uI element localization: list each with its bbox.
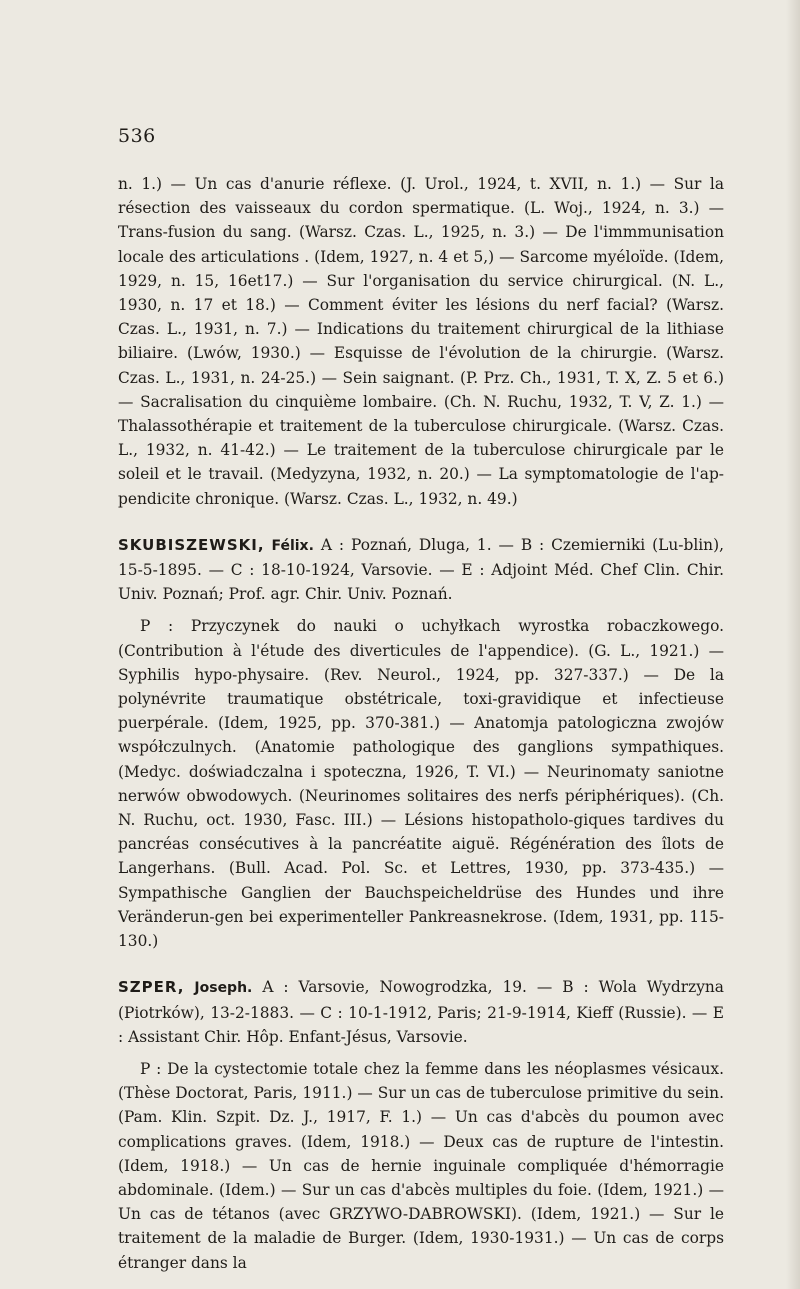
continued-publications: n. 1.) — Un cas d'anurie réflexe. (J. Urol., 1924, t. XVII, n. 1.) — Sur la résection des vaisseaux du cordon spermatique. (L. Woj., 1924, n. 3.) — Trans-fusion du sang. (Warsz. Czas. L., 1925, n. 3.) — De l'immmunisation locale des articulations . (Idem, 1927, n. 4 et 5,) — Sarcome myéloïde. (Idem, 1929, n. 15, 16et17.) — Sur l'organisation du service chirurgical. (N. L., 1930, n. 17 et 18.) — Comment éviter les lésions du nerf facial? (Warsz. Czas. L., 1931, n. 7.) — Indications du traitement chirurgical de la lithiase biliaire. (Lwów, 1930.) — Esquisse de l'évolution de la chirurgie. (Warsz. Czas. L., 1931, n. 24-25.) — Sein saignant. (P. Prz. Ch., 1931, T. X, Z. 5 et 6.) — Sacralisation du cinquième lombaire. (Ch. N. Ruchu, 1932, T. V, Z. 1.) — Thalassothérapie et traitement de la tuberculose chirurgicale. (Warsz. Czas. L., 1932, n. 41-42.) — Le traitement de la tuberculose chirurgicale par le soleil et le travail. (Medyzyna, 1932, n. 20.) — La symptomatologie de l'ap-pendicite chronique. (Warsz. Czas. L., 1932, n. 49.): [118, 175, 724, 508]
biography-entry-szper: [118, 975, 724, 1274]
entry-bio: A : Poznań, Dluga, 1. — B : Czemierniki (Lu-blin), 15-5-1895. — C : 18-10-1924, Varsovie. — E : Adjoint Méd. Chef Clin. Chir. Univ. Poznań; Prof. agr. Chir. Univ. Poznań.: [118, 535, 724, 604]
entry-publications: P : Przyczynek do nauki o uchyłkach wyrostka robaczkowego. (Contribution à l'étude des diverticules de l'appendice). (G. L., 1921.) — Syphilis hypo-physaire. (Rev. Neurol., 1924, pp. 327-337.) — De la polynévrite traumatique obstétricale, toxi-gravidique et infectieuse puerpérale. (Idem, 1925, pp. 370-381.) — Anatomja patologiczna zwojów współczulnych. (Anatomie pathologique des ganglions sympathiques. (Medyc. doświadczalna i spoteczna, 1926, T. VI.) — Neurinomaty saniotne nerwów obwodowych. (Neurinomes solitaires des nerfs périphériques). (Ch. N. Ruchu, oct. 1930, Fasc. III.) — Lésions histopatholo-giques tardives du pancréas consécutives à la pancréatite aiguë. Régénération des îlots de Langerhans. (Bull. Acad. Pol. Sc. et Lettres, 1930, pp. 373-435.) — Sympathische Ganglien der Bauchspeicheldrüse des Hundes und ihre Veränderun-gen bei experimenteller Pankreasnekrose. (Idem, 1931, pp. 115-130.): [118, 617, 724, 951]
entry-header: [118, 975, 724, 1049]
entry-publications: P : De la cystectomie totale chez la femme dans les néoplasmes vésicaux. (Thèse Doctorat, Paris, 1911.) — Sur un cas de tuberculose primitive du sein. (Pam. Klin. Szpit. Dz. J., 1917, F. 1.) — Un cas d'abcès du poumon avec complications graves. (Idem, 1918.) — Deux cas de rupture de l'intestin. (Idem, 1918.) — Un cas de hernie inguinale compliquée d'hémorragie abdominale. (Idem.) — Sur un cas d'abcès multiples du foie. (Idem, 1921.) — Un cas de tétanos (avec GRZYWO-DABROWSKI). (Idem, 1921.) — Sur le traitement de la maladie de Burger. (Idem, 1930-1931.) — Un cas de corps étranger dans la: [118, 1059, 724, 1272]
page-edge-shadow: [786, 0, 800, 1289]
entry-given-name: Joseph.: [194, 980, 253, 997]
page-body: [118, 172, 724, 1275]
entry-surname: SKUBISZEWSKI,: [118, 535, 265, 554]
entry-header: [118, 533, 724, 607]
entry-bio: A : Varsovie, Nowogrodzka, 19. — B : Wola Wydrzyna (Piotrków), 13-2-1883. — C : 10-1-1912, Paris; 21-9-1914, Kieff (Russie). — E : Assistant Chir. Hôp. Enfant-Jésus, Varsovie.: [118, 978, 724, 1046]
page-number: 536: [118, 125, 156, 147]
biography-entry-skubiszewski: [118, 533, 724, 953]
entry-given-name: Félix.: [271, 537, 314, 554]
entry-surname: SZPER,: [118, 978, 185, 997]
